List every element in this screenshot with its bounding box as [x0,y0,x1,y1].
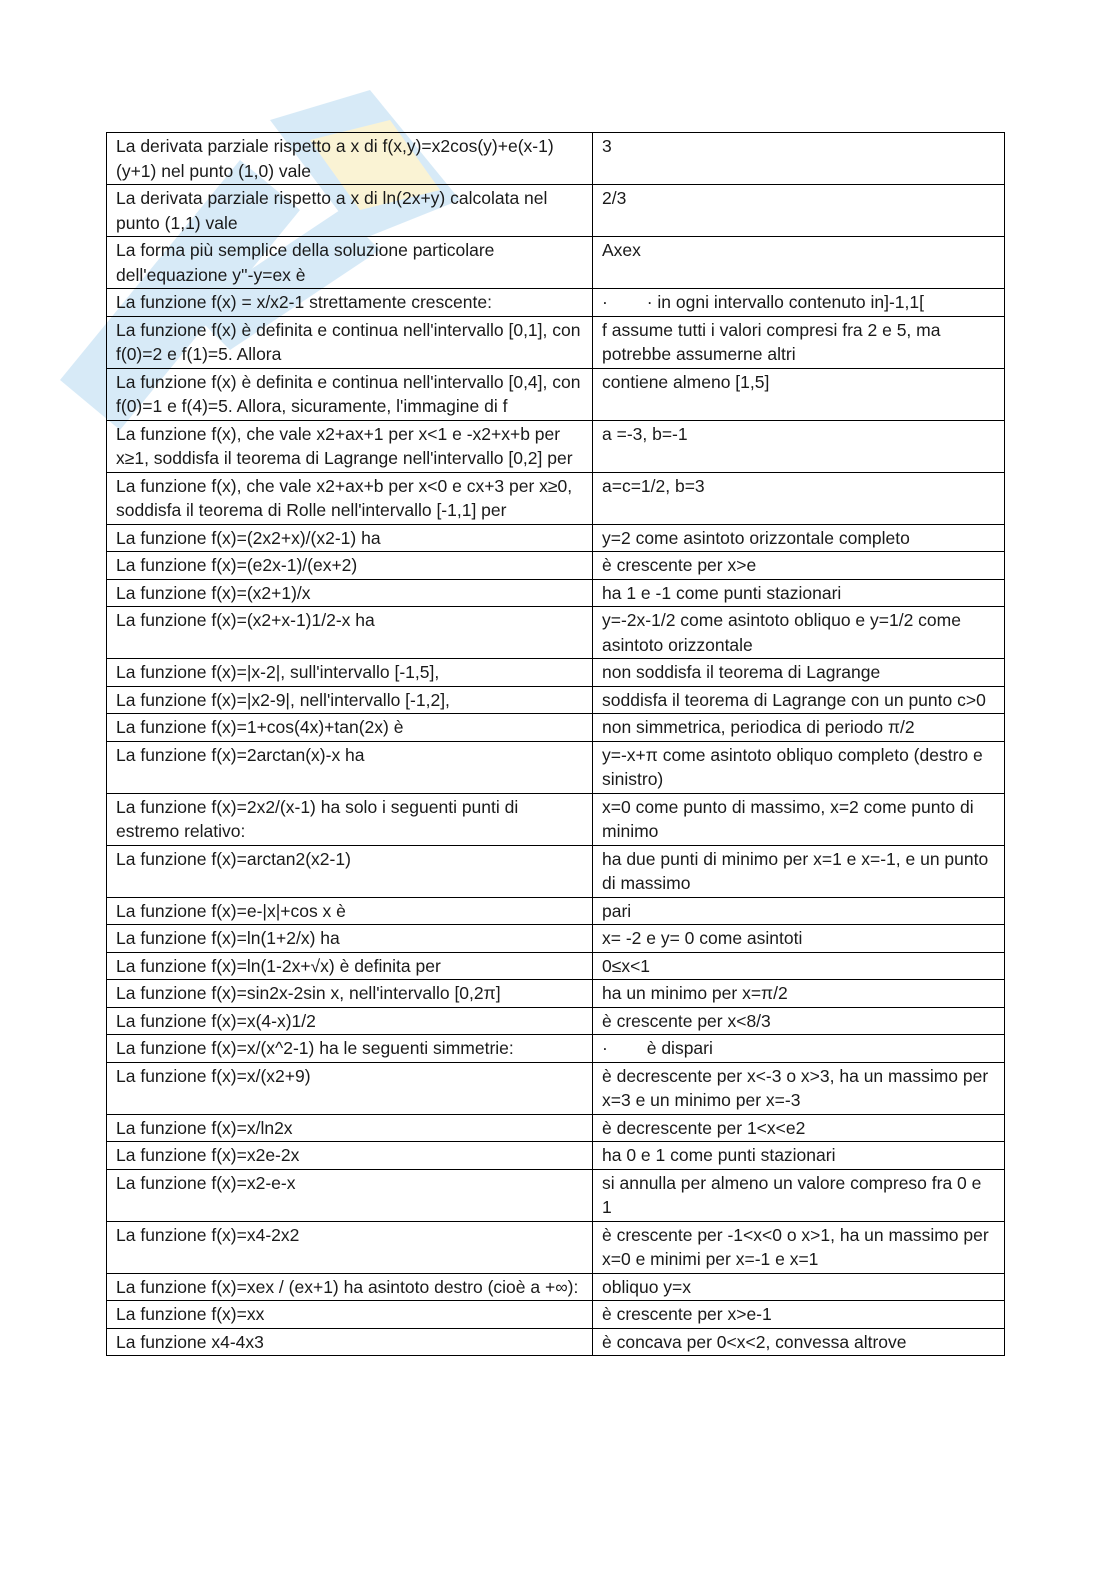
table-row [107,524,1005,552]
question-cell: La funzione f(x)=xx [107,1301,593,1329]
answer-cell: è crescente per x>e-1 [593,1301,1005,1329]
answer-cell: y=-2x-1/2 come asintoto obliquo e y=1/2 come asintoto orizzontale [593,607,1005,659]
table-row [107,316,1005,368]
table-row [107,607,1005,659]
table-row [107,741,1005,793]
answer-cell: ha un minimo per x=π/2 [593,980,1005,1008]
table-row [107,237,1005,289]
question-cell: La funzione f(x) è definita e continua nell'intervallo [0,4], con f(0)=1 e f(4)=5. Allora, sicuramente, l'immagine di f [107,368,593,420]
answer-cell: Axex [593,237,1005,289]
answer-cell: contiene almeno [1,5] [593,368,1005,420]
table-row [107,1328,1005,1356]
answer-cell: 2/3 [593,185,1005,237]
question-cell: La funzione f(x)=x4-2x2 [107,1221,593,1273]
question-cell: La funzione f(x)=2x2/(x-1) ha solo i seguenti punti di estremo relativo: [107,793,593,845]
question-cell: La funzione f(x)=(2x2+x)/(x2-1) ha [107,524,593,552]
question-cell: La funzione f(x)=x/(x^2-1) ha le seguenti simmetrie: [107,1035,593,1063]
table-row [107,714,1005,742]
answer-cell: a=c=1/2, b=3 [593,472,1005,524]
question-cell: La funzione f(x)=|x-2|, sull'intervallo [-1,5], [107,659,593,687]
question-cell: La funzione f(x)=2arctan(x)-x ha [107,741,593,793]
table-row [107,552,1005,580]
answer-cell: x=0 come punto di massimo, x=2 come punto di minimo [593,793,1005,845]
table-row [107,925,1005,953]
question-cell: La funzione f(x)=ln(1+2/x) ha [107,925,593,953]
answer-cell: ha due punti di minimo per x=1 e x=-1, e un punto di massimo [593,845,1005,897]
answer-cell: f assume tutti i valori compresi fra 2 e 5, ma potrebbe assumerne altri [593,316,1005,368]
answer-cell: soddisfa il teorema di Lagrange con un punto c>0 [593,686,1005,714]
answer-cell: si annulla per almeno un valore compreso fra 0 e 1 [593,1169,1005,1221]
question-cell: La funzione f(x)=sin2x-2sin x, nell'intervallo [0,2π] [107,980,593,1008]
question-cell: La funzione f(x)=e-|x|+cos x è [107,897,593,925]
question-cell: La funzione f(x)=|x2-9|, nell'intervallo [-1,2], [107,686,593,714]
question-cell: La funzione f(x) è definita e continua nell'intervallo [0,1], con f(0)=2 e f(1)=5. Allora [107,316,593,368]
question-cell: La funzione f(x)=arctan2(x2-1) [107,845,593,897]
table-row [107,1114,1005,1142]
question-cell: La funzione f(x), che vale x2+ax+b per x<0 e cx+3 per x≥0, soddisfa il teorema di Rolle nell'intervallo [-1,1] per [107,472,593,524]
answer-cell: pari [593,897,1005,925]
answer-cell: è crescente per -1<x<0 o x>1, ha un massimo per x=0 e minimi per x=-1 e x=1 [593,1221,1005,1273]
question-cell: La funzione f(x)=xex / (ex+1) ha asintoto destro (cioè a +∞): [107,1273,593,1301]
answer-cell: è crescente per x<8/3 [593,1007,1005,1035]
table-row [107,1062,1005,1114]
table-row [107,793,1005,845]
question-cell: La funzione f(x)=x2e-2x [107,1142,593,1170]
table-row [107,579,1005,607]
table-row [107,1301,1005,1329]
answer-cell: 0≤x<1 [593,952,1005,980]
question-cell: La funzione f(x)=x2-e-x [107,1169,593,1221]
question-cell: La funzione f(x)=1+cos(4x)+tan(2x) è [107,714,593,742]
table-row [107,1035,1005,1063]
question-cell: La funzione f(x)=(x2+1)/x [107,579,593,607]
answer-cell: è concava per 0<x<2, convessa altrove [593,1328,1005,1356]
answer-cell: x= -2 e y= 0 come asintoti [593,925,1005,953]
table-row [107,897,1005,925]
question-cell: La funzione f(x) = x/x2-1 strettamente crescente: [107,289,593,317]
qa-table-body [107,133,1005,1356]
question-cell: La funzione f(x)=x/(x2+9) [107,1062,593,1114]
table-row [107,952,1005,980]
question-cell: La funzione f(x)=ln(1-2x+√x) è definita per [107,952,593,980]
answer-cell: non simmetrica, periodica di periodo π/2 [593,714,1005,742]
answer-cell: è decrescente per 1<x<e2 [593,1114,1005,1142]
answer-cell: 3 [593,133,1005,185]
table-row [107,686,1005,714]
question-cell: La derivata parziale rispetto a x di ln(2x+y) calcolata nel punto (1,1) vale [107,185,593,237]
answer-cell: è decrescente per x<-3 o x>3, ha un massimo per x=3 e un minimo per x=-3 [593,1062,1005,1114]
question-cell: La funzione f(x)=(e2x-1)/(ex+2) [107,552,593,580]
question-cell: La funzione f(x), che vale x2+ax+1 per x<1 e -x2+x+b per x≥1, soddisfa il teorema di Lagrange nell'intervallo [0,2] per [107,420,593,472]
qa-table [106,132,1005,1356]
question-cell: La funzione f(x)=(x2+x-1)1/2-x ha [107,607,593,659]
table-row [107,133,1005,185]
answer-cell: y=-x+π come asintoto obliquo completo (destro e sinistro) [593,741,1005,793]
table-row [107,472,1005,524]
table-row [107,980,1005,1008]
table-row [107,1169,1005,1221]
table-row [107,289,1005,317]
question-cell: La funzione x4-4x3 [107,1328,593,1356]
answer-cell: ha 0 e 1 come punti stazionari [593,1142,1005,1170]
answer-cell: è crescente per x>e [593,552,1005,580]
question-cell: La derivata parziale rispetto a x di f(x,y)=x2cos(y)+e(x-1)(y+1) nel punto (1,0) vale [107,133,593,185]
table-row [107,1007,1005,1035]
table-row [107,659,1005,687]
table-row [107,845,1005,897]
answer-cell: · · in ogni intervallo contenuto in]-1,1[ [593,289,1005,317]
table-row [107,1273,1005,1301]
question-cell: La funzione f(x)=x/ln2x [107,1114,593,1142]
question-cell: La funzione f(x)=x(4-x)1/2 [107,1007,593,1035]
question-cell: La forma più semplice della soluzione particolare dell'equazione y''-y=ex è [107,237,593,289]
answer-cell: ha 1 e -1 come punti stazionari [593,579,1005,607]
table-row [107,185,1005,237]
answer-cell: obliquo y=x [593,1273,1005,1301]
table-row [107,420,1005,472]
table-row [107,1221,1005,1273]
answer-cell: non soddisfa il teorema di Lagrange [593,659,1005,687]
answer-cell: · è dispari [593,1035,1005,1063]
table-row [107,1142,1005,1170]
answer-cell: a =-3, b=-1 [593,420,1005,472]
answer-cell: y=2 come asintoto orizzontale completo [593,524,1005,552]
table-row [107,368,1005,420]
